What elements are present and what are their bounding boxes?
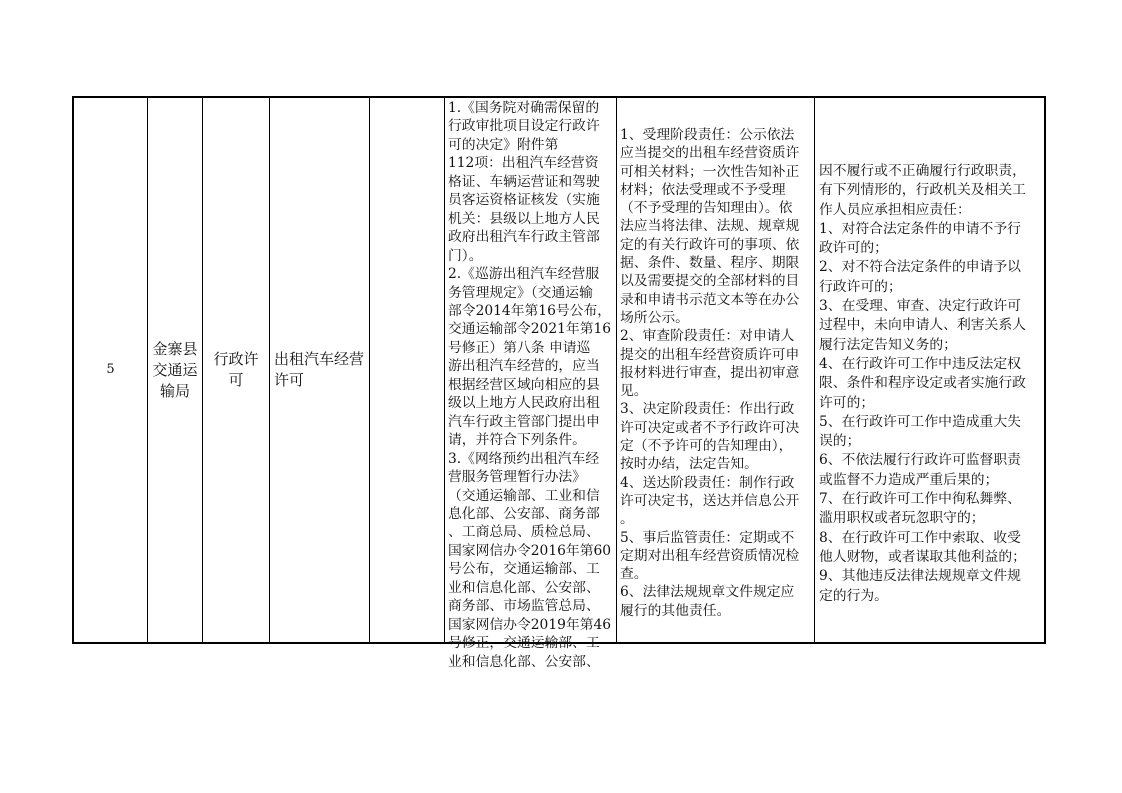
sequence-number: 5 (106, 362, 115, 377)
responsibility-text: 1、受理阶段责任：公示依法 应当提交的出租车经营资质许 可相关材料；一次性告知补正 材料；依法受理或不予受理 （不予受理的告知理由）。依 法应当将法律、法规、规章规 定的有关行政许可的事项、依 据、条件、数量、程序、期限 以及需要提交的全部材料的目 录和申请书示范文本等在办公 场所公示。 2、审查阶段责任：对申请人 提交的出租车经营资质许可申 报材料进行审查，提出初审意 见。 3、决定阶段责任：作出行政 许可决定或者不予行政许可决 定（不予许可的告知理由）， 按时办结，法定告知。 4、送达阶段责任：制作行政 许可决定书，送达并信息公开 。 5、事后监管责任：定期或不 定期对出租车经营资质情况检 查。 6、法律法规规章文件规定应 履行的其他责任。 (620, 127, 800, 619)
table-cell-accountability (815, 98, 1046, 642)
item-name: 出租汽车经营 许可 (274, 350, 365, 389)
table-cell-item-name (270, 98, 370, 642)
table-cell-sequence (74, 98, 148, 642)
table-cell-department (148, 98, 203, 642)
permission-category: 行政许可 (213, 350, 259, 389)
legal-basis-text: 1.《国务院对确需保留的 行政审批项目设定行政许 可的决定》附件第 112项：出租汽车经营资 格证、车辆运营证和驾驶 员客运资格证核发（实施 机关：县级以上地方人民 政府出租汽车行政主管部 门）。 2.《巡游出租汽车经营服 务管理规定》（交通运输 部令2014年第16号公布， 交通运输部令2021年第16 号修正）第八条 申请巡 游出租汽车经营的，应当 根据经营区域向相应的县 级以上地方人民政府出租 汽车行政主管部门提出申 请，并符合下列条件。 3.《网络预约出租汽车经 营服务管理暂行办法》 （交通运输部、工业和信 息化部、公安部、商务部 、工商总局、质检总局、 国家网信办令2016年第60 号公布，交通运输部、工 业和信息化部、公安部、 商务部、市场监管总局、 国家网信办令2019年第46 号修正，交通运输部、工 业和信息化部、公安部、 (448, 100, 612, 670)
responsibility-table (72, 96, 1046, 670)
table-cell-responsibility (617, 98, 815, 642)
table-cell-blank (370, 98, 445, 642)
accountability-text: 因不履行或不正确履行行政职责， 有下列情形的，行政机关及相关工 作人员应承担相应责任： 1、对符合法定条件的申请不予行 政许可的； 2、对不符合法定条件的申请予以 行政许可的； 3、在受理、审查、决定行政许可 过程中，未向申请人、利害关系人 履行法定告知义务的； 4、在行政许可工作中违反法定权 限、条件和程序设定或者实施行政 许可的； 5、在行政许可工作中造成重大失 误的； 6、不依法履行行政许可监督职责 或监督不力造成严重后果的； 7、在行政许可工作中徇私舞弊、 滥用职权或者玩忽职守的； 8、在行政许可工作中索取、收受 他人财物，或者谋取其他利益的； 9、其他违反法律法规规章文件规 定的行为。 (819, 163, 1026, 604)
table-cell-category (203, 98, 270, 642)
department-name: 金寨县 交通运 输局 (152, 339, 198, 400)
table-cell-legal-basis (445, 98, 617, 670)
